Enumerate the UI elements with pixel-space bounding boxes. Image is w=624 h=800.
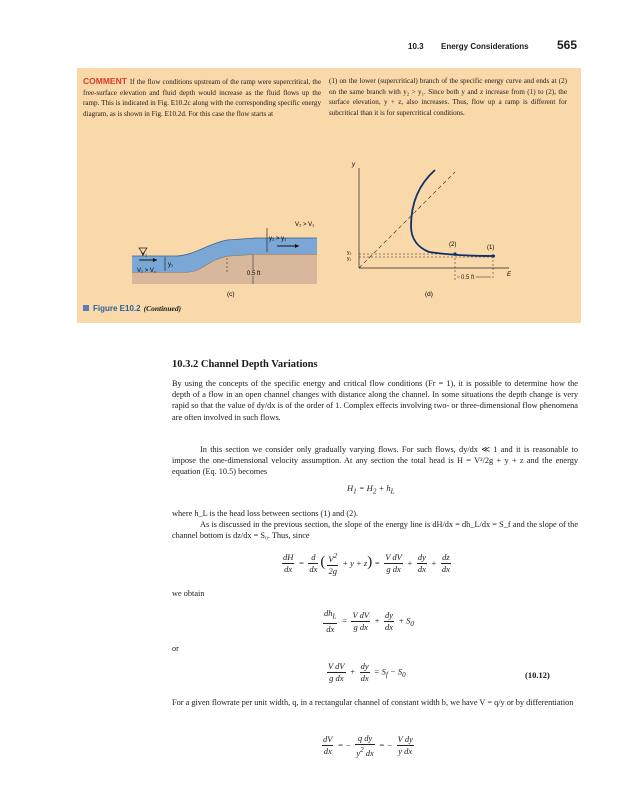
comment-box <box>77 68 581 323</box>
figure-e10-2 <box>77 156 581 306</box>
panel-c-channel <box>132 222 317 298</box>
equation-dv-dx: $\frac{dV}{dx}$ = − $\frac{\text{q dy}}{y^2 dx}$ = − $\frac{\text{V dy}}{\text{y dx}}$ <box>323 733 413 758</box>
paragraph-2: In this section we consider only gradually varying flows. For such flows, dy/dx ≪ 1 and it is reasonable to impose the one-dimensional velocity assumption. At any section the total head is H = V²/2g + y + z and the energy equation (Eq. 10.5) becomes <box>172 445 578 477</box>
point-2-label: (2) <box>449 242 457 248</box>
header-section-number: 10.3 <box>408 42 424 51</box>
label-y1: y₁ <box>168 262 174 268</box>
axis-label-y: y <box>352 162 355 168</box>
equation-dh-dx: $\frac{dH}{dx}$ = $\frac{d}{dx}$ ( $\frac{V^2}{2g}$ + y + z) = $\frac{\text{V dV}}{\text{g dx}}$ + $\frac{dy}{dx}$ + $\frac{dz}{dx}$ <box>283 552 450 576</box>
axis-label-e: E <box>507 272 512 278</box>
section-heading: 10.3.2 Channel Depth Variations <box>172 359 318 370</box>
comment-column-1 <box>83 76 321 119</box>
label-ramp-height: 0.5 ft <box>247 271 261 277</box>
comment-keyword: COMMENT <box>83 76 127 86</box>
paragraph-1: By using the concepts of the specific energy and critical flow conditions (Fr = 1), it is possible to determine how the depth of a flow in an open channel changes with distance along the channel. In some situations the depth change is very rapid so that the value of dy/dx is of the order of 1. Complex effects involving two- or three-dimensional flow phenomena are often involved in such flows. <box>172 379 578 422</box>
comment-column-2 <box>329 76 567 118</box>
paragraph-5: For a given flowrate per unit width, q, in a rectangular channel of constant width b, we have V = q/y or by differentiation <box>172 698 574 707</box>
caption-square-icon <box>83 305 89 311</box>
equation-number: (10.12) <box>525 670 550 680</box>
label-y1: y₁ <box>347 256 352 262</box>
comment-text-2: (1) on the lower (supercritical) branch of the specific energy curve and ends at (2) on the same branch with y₂ > y₁. Since both y and z increase from (1) to (2), the surface elevation, y + z, also increases. Thus, flow up a ramp is different for subcritical than it is for supercritical conditions. <box>329 77 567 117</box>
header-section-title: Energy Considerations <box>441 42 529 51</box>
label-v1-gt-vc: V₁ > V꜀ <box>137 268 156 274</box>
figure-continued-note: (Continued) <box>143 304 182 313</box>
equation-dhl-dx: $\frac{dh_L}{dx}$ = $\frac{\text{V dV}}{\text{g dx}}$ + $\frac{dy}{dx}$ + $S_0$ <box>324 608 414 634</box>
point-1-label: (1) <box>487 245 495 251</box>
paragraph-3: where h_L is the head loss between sections (1) and (2). <box>172 509 359 518</box>
label-v2-gt-v1: V₂ > V₁ <box>295 222 315 228</box>
figure-label: Figure E10.2 <box>93 304 141 313</box>
label-y2-gt-y1: y₂ > y₁ <box>269 236 287 242</box>
figure-caption <box>83 304 181 313</box>
label-y2: y₂ <box>347 250 352 256</box>
panel-d-specific-energy-diagram <box>347 162 512 298</box>
panel-c-label: (c) <box>227 291 235 298</box>
paragraph-4: As is discussed in the previous section, the slope of the energy line is dH/dx = dh_L/dx = S_f and the slope of the channel bottom is dz/dx = S₀. Thus, since <box>172 520 578 541</box>
delta-e-label: 0.5 ft <box>461 275 475 281</box>
panel-d-label: (d) <box>425 291 433 298</box>
text-or: or <box>172 644 179 653</box>
text-we-obtain: we obtain <box>172 589 205 598</box>
equation-energy: $H_1 = H_2 + h_L$ <box>347 483 395 496</box>
equation-10-12: $\frac{\text{V dV}}{\text{g dx}}$ + $\frac{dy}{dx}$ = $S_f - S_0$ <box>328 661 406 683</box>
page-number: 565 <box>557 38 578 52</box>
comment-text-1: If the flow conditions upstream of the ramp were supercritical, the free-surface elevation and fluid depth would increase as the fluid flows up the ramp. This is indicated in Fig. E10.2c along with the corresponding specific energy diagram, as is shown in Fig. E10.2d. For this case the flow starts at <box>83 78 321 118</box>
label-v1: V₁ <box>141 252 148 258</box>
